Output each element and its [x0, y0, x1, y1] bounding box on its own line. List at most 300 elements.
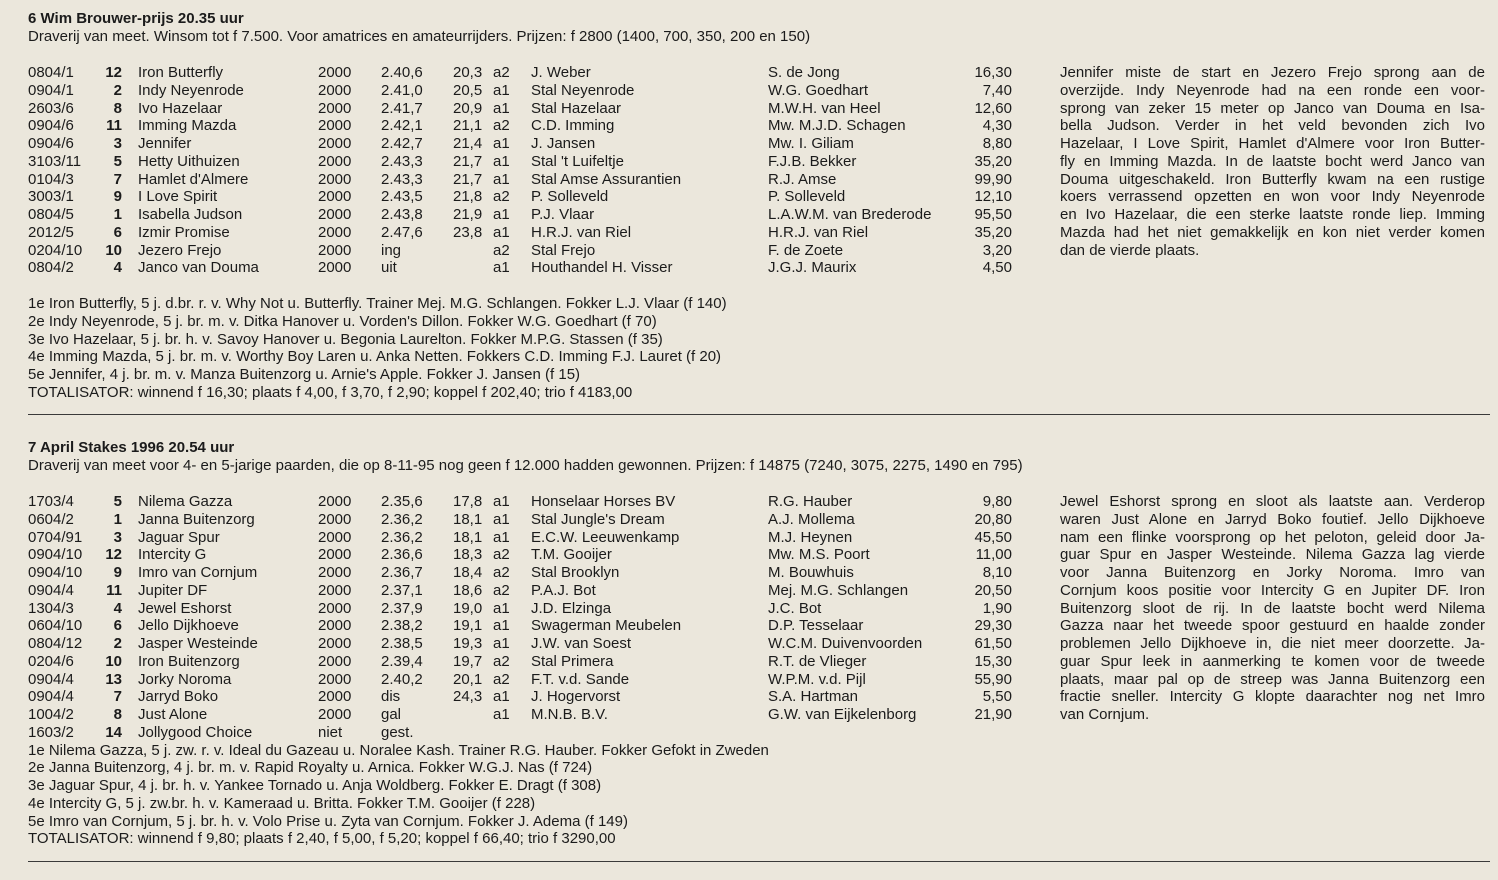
cell-dist: 2000	[318, 652, 352, 670]
cell-time: 2.41,0	[381, 81, 423, 99]
cell-time: uit	[381, 259, 397, 277]
cell-dist: 2000	[318, 241, 352, 259]
cell-code: 2603/6	[28, 99, 74, 117]
cell-km: 18,4	[453, 564, 483, 581]
cell-driver: H.R.J. van Riel	[768, 223, 869, 241]
commentary-line: overzijde. Indy Neyenrode had na een ronde een voor-	[1060, 81, 1485, 99]
cell-km: 19,3	[453, 635, 483, 652]
cell-dist: 2000	[318, 581, 352, 599]
cell-km: 21,8	[453, 188, 483, 206]
cell-horse: Jupiter DF	[138, 581, 208, 599]
cell-dist: 2000	[318, 670, 352, 688]
cell-code: 0904/4	[28, 688, 74, 706]
cell-code: 1703/4	[28, 493, 74, 510]
cell-code: 0204/6	[28, 652, 74, 670]
cell-odds: 11,00	[975, 546, 1012, 564]
cell-odds: 4,50	[982, 259, 1012, 277]
race-title: 6 Wim Brouwer-prijs 20.35 uur	[28, 10, 244, 27]
cell-driver: Mw. M.S. Poort	[768, 546, 870, 564]
cell-dist: 2000	[318, 188, 352, 206]
cell-horse: Just Alone	[138, 706, 208, 723]
cell-cls: a2	[493, 117, 510, 135]
cell-code: 0104/3	[28, 170, 74, 188]
cell-time: 2.42,1	[381, 117, 423, 135]
cell-odds: 20,80	[974, 510, 1012, 528]
cell-cls: a1	[493, 223, 510, 241]
cell-code: 3103/11	[28, 152, 82, 170]
cell-driver: R.J. Amse	[768, 170, 837, 188]
cell-owner: H.R.J. van Riel	[531, 223, 632, 241]
cell-owner: P.J. Vlaar	[531, 206, 595, 223]
cell-driver: R.G. Hauber	[768, 493, 853, 510]
cell-cls: a2	[493, 564, 510, 581]
cell-driver: J.C. Bot	[768, 599, 822, 617]
cell-code: 0904/4	[28, 581, 74, 599]
cell-time: gal	[381, 706, 402, 723]
placing-detail-line: 2e Indy Neyenrode, 5 j. br. m. v. Ditka Hanover u. Vorden's Dillon. Fokker W.G. Goedhart (f 70)	[28, 312, 657, 330]
cell-driver: L.A.W.M. van Brederode	[768, 206, 932, 223]
cell-horse: Jasper Westeinde	[138, 635, 258, 652]
cell-dist: 2000	[318, 706, 352, 723]
cell-km: 21,1	[453, 117, 483, 135]
commentary-line: bella Judson. Verder in het veld bevonden zich Ivo	[1060, 117, 1485, 135]
cell-num: 12	[105, 64, 122, 81]
cell-driver: Mw. M.J.D. Schagen	[768, 117, 906, 135]
cell-odds: 9,80	[982, 493, 1012, 510]
race-title: 7 April Stakes 1996 20.54 uur	[28, 439, 235, 456]
cell-horse: Indy Neyenrode	[138, 81, 244, 99]
cell-time: 2.38,5	[381, 635, 423, 652]
cell-dist: 2000	[318, 135, 352, 152]
cell-time: 2.43,5	[381, 188, 423, 206]
section-divider	[28, 861, 1490, 862]
cell-time: 2.43,3	[381, 152, 423, 170]
cell-odds: 8,10	[982, 564, 1012, 581]
cell-horse: Isabella Judson	[138, 206, 243, 223]
cell-num: 10	[105, 241, 122, 259]
result-row	[28, 259, 1490, 277]
cell-num: 9	[113, 188, 122, 206]
commentary-line: dan de vierde plaats.	[1060, 241, 1200, 259]
cell-time: 2.38,2	[381, 617, 423, 635]
cell-dist: 2000	[318, 117, 352, 135]
cell-horse: Jezero Frejo	[138, 241, 222, 259]
cell-time: 2.37,1	[381, 581, 423, 599]
cell-owner: J. Jansen	[531, 135, 596, 152]
placing-detail-line: 4e Imming Mazda, 5 j. br. m. v. Worthy Boy Laren u. Anka Netten. Fokkers C.D. Imming F.J. Lauret (f 20)	[28, 348, 722, 366]
commentary-line: Hazelaar, I Love Spirit, Hamlet d'Almere voor Iron Butter-	[1060, 135, 1485, 152]
cell-cls: a1	[493, 152, 510, 170]
cell-horse: Jennifer	[138, 135, 192, 152]
cell-dist: 2000	[318, 206, 352, 223]
cell-driver: W.C.M. Duivenvoorden	[768, 635, 923, 652]
placing-detail-line: 2e Janna Buitenzorg, 4 j. br. m. v. Rapid Royalty u. Arnica. Fokker W.G.J. Nas (f 724)	[28, 759, 593, 777]
cell-odds: 35,20	[974, 223, 1012, 241]
cell-num: 10	[105, 652, 122, 670]
cell-odds: 95,50	[974, 206, 1012, 223]
commentary-line: guar Spur en Jasper Westeinde. Nilema Gazza lag vierde	[1060, 546, 1485, 564]
cell-cls: a1	[493, 510, 510, 528]
cell-owner: J. Hogervorst	[531, 688, 621, 706]
cell-num: 8	[113, 99, 122, 117]
cell-horse: Janna Buitenzorg	[138, 510, 255, 528]
cell-cls: a1	[493, 259, 510, 277]
cell-odds: 15,30	[974, 652, 1012, 670]
cell-cls: a1	[493, 688, 510, 706]
cell-horse: Izmir Promise	[138, 223, 230, 241]
cell-horse: Intercity G	[138, 546, 207, 564]
placing-detail-line: 3e Jaguar Spur, 4 j. br. h. v. Yankee Tornado u. Anja Woldberg. Fokker E. Dragt (f 308)	[28, 777, 602, 794]
commentary-line: Buitenzorg sloot de rij. In de laatste bocht werd Nilema	[1060, 599, 1485, 617]
cell-cls: a2	[493, 581, 510, 599]
cell-horse: Jaguar Spur	[138, 528, 220, 546]
cell-code: 1004/2	[28, 706, 74, 723]
cell-dist: 2000	[318, 617, 352, 635]
cell-cls: a1	[493, 528, 510, 546]
cell-dist: 2000	[318, 152, 352, 170]
cell-owner: J.D. Elzinga	[531, 599, 612, 617]
cell-km: 24,3	[453, 688, 483, 706]
cell-owner: J.W. van Soest	[531, 635, 632, 652]
cell-num: 4	[113, 259, 122, 277]
cell-num: 2	[113, 81, 122, 99]
cell-dist: 2000	[318, 64, 352, 81]
cell-horse: Jorky Noroma	[138, 670, 232, 688]
cell-owner: Stal 't Luifeltje	[531, 152, 624, 170]
cell-dist: 2000	[318, 81, 352, 99]
placing-detail-line: 5e Imro van Cornjum, 5 j. br. h. v. Volo Prise u. Zyta van Cornjum. Fokker J. Adema (f 149)	[28, 812, 628, 830]
cell-num: 1	[113, 206, 122, 223]
cell-horse: Jollygood Choice	[138, 723, 253, 741]
cell-dist: 2000	[318, 688, 352, 706]
cell-odds: 12,10	[974, 188, 1012, 206]
placing-detail-line: 1e Iron Butterfly, 5 j. d.br. r. v. Why Not u. Butterfly. Trainer Mej. M.G. Schlangen. Fokker L.J. Vlaar (f 140)	[28, 295, 727, 312]
cell-driver: Mw. I. Giliam	[768, 135, 854, 152]
cell-cls: a1	[493, 170, 510, 188]
race-section-6	[28, 10, 1490, 402]
cell-horse: Iron Butterfly	[138, 64, 224, 81]
commentary-line: Jewel Eshorst sprong en sloot als laatste aan. Verderop	[1060, 493, 1485, 510]
cell-owner: T.M. Gooijer	[531, 546, 612, 564]
cell-km: 19,0	[453, 599, 483, 617]
cell-cls: a1	[493, 81, 510, 99]
cell-driver: A.J. Mollema	[768, 510, 855, 528]
cell-odds: 61,50	[974, 635, 1012, 652]
commentary-line: guar Spur leek in aanmerking te komen voor de tweede	[1060, 652, 1485, 670]
cell-cls: a1	[493, 706, 510, 723]
cell-num: 6	[113, 223, 122, 241]
cell-owner: Stal Brooklyn	[531, 564, 620, 581]
cell-driver: F.J.B. Bekker	[768, 152, 857, 170]
cell-cls: a2	[493, 546, 510, 564]
cell-km: 21,4	[453, 135, 483, 152]
cell-code: 0904/6	[28, 117, 74, 135]
cell-driver: M. Bouwhuis	[768, 564, 854, 581]
cell-code: 0904/4	[28, 670, 74, 688]
cell-time: 2.43,3	[381, 170, 423, 188]
cell-code: 0604/10	[28, 617, 83, 635]
cell-num: 13	[105, 670, 122, 688]
cell-driver: J.G.J. Maurix	[768, 259, 857, 277]
cell-odds: 55,90	[974, 670, 1012, 688]
cell-num: 3	[113, 135, 122, 152]
cell-code: 2012/5	[28, 223, 74, 241]
cell-code: 0704/91	[28, 528, 83, 546]
cell-cls: a1	[493, 135, 510, 152]
cell-owner: Stal Amse Assurantien	[531, 170, 682, 188]
cell-time: 2.47,6	[381, 223, 423, 241]
commentary-line: Jennifer miste de start en Jezero Frejo sprong aan de	[1060, 64, 1485, 81]
cell-code: 0804/2	[28, 259, 74, 277]
cell-km: 21,7	[453, 170, 483, 188]
cell-km: 17,8	[453, 493, 483, 510]
cell-owner: Honselaar Horses BV	[531, 493, 676, 510]
cell-num: 5	[113, 152, 122, 170]
cell-cls: a1	[493, 635, 510, 652]
cell-cls: a1	[493, 493, 510, 510]
commentary-line: Gazza naar het tweede spoor gestuurd en haalde zonder	[1060, 617, 1485, 635]
cell-odds: 8,80	[982, 135, 1012, 152]
cell-time: 2.36,6	[381, 546, 423, 564]
placing-detail-line: 4e Intercity G, 5 j. zw.br. h. v. Kameraad u. Britta. Fokker T.M. Gooijer (f 228)	[28, 794, 536, 812]
cell-owner: Swagerman Meubelen	[531, 617, 682, 635]
cell-driver: F. de Zoete	[768, 241, 844, 259]
cell-code: 0904/6	[28, 135, 74, 152]
cell-dist: 2000	[318, 223, 352, 241]
commentary-line: sprong van zeker 15 meter op Janco van Douma en Isa-	[1060, 99, 1485, 117]
cell-odds: 12,60	[974, 99, 1012, 117]
cell-code: 0604/2	[28, 510, 74, 528]
cell-driver: G.W. van Eijkelenborg	[768, 706, 917, 723]
cell-odds: 1,90	[982, 599, 1012, 617]
cell-num: 4	[113, 599, 122, 617]
cell-owner: Stal Primera	[531, 652, 614, 670]
commentary-line: en Ivo Hazelaar, die een sterke laatste ronde liep. Imming	[1060, 206, 1485, 223]
cell-odds: 4,30	[982, 117, 1012, 135]
cell-cls: a2	[493, 670, 510, 688]
cell-driver: M.W.H. van Heel	[768, 99, 881, 117]
commentary-line: plaats, maar pal op de streep was Janna Buitenzorg een	[1060, 670, 1485, 688]
cell-num: 1	[113, 510, 122, 528]
cell-cls: a1	[493, 99, 510, 117]
cell-km: 18,6	[453, 581, 483, 599]
cell-odds: 3,20	[982, 241, 1012, 259]
cell-horse: Jewel Eshorst	[138, 599, 232, 617]
cell-num: 9	[113, 564, 122, 581]
cell-odds: 21,90	[974, 706, 1012, 723]
cell-horse: Janco van Douma	[138, 259, 259, 277]
cell-num: 6	[113, 617, 122, 635]
cell-time: gest.	[381, 723, 414, 741]
cell-horse: Hetty Uithuizen	[138, 152, 240, 170]
cell-num: 2	[113, 635, 122, 652]
cell-time: 2.36,2	[381, 510, 423, 528]
cell-horse: Ivo Hazelaar	[138, 99, 223, 117]
commentary-line: problemen Jello Dijkhoeve in, die niet meer doorzette. Ja-	[1060, 635, 1485, 652]
section-divider	[28, 414, 1490, 415]
cell-time: ing	[381, 241, 402, 259]
cell-time: 2.36,2	[381, 528, 423, 546]
cell-cls: a2	[493, 652, 510, 670]
cell-driver: R.T. de Vlieger	[768, 652, 867, 670]
cell-time: 2.37,9	[381, 599, 423, 617]
cell-num: 5	[113, 493, 122, 510]
cell-code: 0904/10	[28, 564, 83, 581]
cell-owner: Stal Jungle's Dream	[531, 510, 665, 528]
cell-owner: Houthandel H. Visser	[531, 259, 673, 277]
cell-km: 18,3	[453, 546, 483, 564]
cell-horse: Jello Dijkhoeve	[138, 617, 239, 635]
cell-num: 7	[113, 170, 122, 188]
cell-cls: a2	[493, 241, 510, 259]
cell-dist: 2000	[318, 599, 352, 617]
cell-horse: Iron Buitenzorg	[138, 652, 240, 670]
cell-time: 2.42,7	[381, 135, 423, 152]
cell-num: 11	[106, 581, 122, 599]
cell-odds: 29,30	[974, 617, 1012, 635]
cell-km: 21,7	[453, 152, 483, 170]
cell-dist: 2000	[318, 493, 352, 510]
commentary-line: Mazda had het niet gemakkelijk en kon niet verder komen	[1060, 223, 1485, 241]
cell-km: 20,5	[453, 81, 483, 99]
cell-time: 2.43,8	[381, 206, 423, 223]
totalisator-line: TOTALISATOR: winnend f 9,80; plaats f 2,40, f 5,00, f 5,20; koppel f 66,40; trio f 3290,00	[28, 830, 616, 848]
cell-odds: 35,20	[974, 152, 1012, 170]
cell-owner: P. Solleveld	[531, 188, 609, 206]
cell-time: 2.36,7	[381, 564, 423, 581]
cell-km: 19,7	[453, 652, 483, 670]
cell-dist: 2000	[318, 528, 352, 546]
cell-horse: Jarryd Boko	[138, 688, 219, 706]
cell-num: 14	[105, 723, 122, 741]
cell-dist: 2000	[318, 635, 352, 652]
cell-dist: 2000	[318, 170, 352, 188]
cell-owner: P.A.J. Bot	[531, 581, 596, 599]
cell-km: 21,9	[453, 206, 483, 223]
commentary-line: koers verrassend opzetten en won voor Indy Neyenrode	[1060, 188, 1485, 206]
cell-driver: W.G. Goedhart	[768, 81, 869, 99]
cell-time: 2.40,6	[381, 64, 423, 81]
cell-num: 3	[113, 528, 122, 546]
commentary-line: Douma uitgeschakeld. Iron Butterfly kwam na een rustige	[1060, 170, 1485, 188]
cell-time: dis	[381, 688, 401, 706]
cell-owner: M.N.B. B.V.	[531, 706, 608, 723]
cell-driver: W.P.M. v.d. Pijl	[768, 670, 866, 688]
cell-km: 19,1	[453, 617, 483, 635]
placing-detail-line: 5e Jennifer, 4 j. br. m. v. Manza Buitenzorg u. Arnie's Apple. Fokker J. Jansen (f 15)	[28, 366, 581, 383]
race-commentary	[1060, 64, 1485, 259]
commentary-line: waren Just Alone en Jarryd Boko foutief. Jello Dijkhoeve	[1060, 510, 1485, 528]
cell-num: 11	[106, 117, 122, 135]
cell-code: 3003/1	[28, 188, 74, 206]
cell-time: 2.41,7	[381, 99, 423, 117]
cell-time: 2.35,6	[381, 493, 423, 510]
cell-horse: Nilema Gazza	[138, 493, 233, 510]
cell-km: 18,1	[453, 510, 483, 528]
cell-code: 0204/10	[28, 241, 83, 259]
cell-km: 18,1	[453, 528, 483, 546]
cell-km: 23,8	[453, 223, 483, 241]
cell-num: 12	[105, 546, 122, 564]
race-details	[28, 742, 1490, 849]
commentary-line: fly en Imming Mazda. In de laatste bocht werd Janco van	[1060, 152, 1485, 170]
cell-odds: 5,50	[982, 688, 1012, 706]
cell-owner: E.C.W. Leeuwenkamp	[531, 528, 680, 546]
cell-cls: a1	[493, 617, 510, 635]
cell-code: 0904/1	[28, 81, 74, 99]
cell-dist: 2000	[318, 99, 352, 117]
cell-time: 2.39,4	[381, 652, 423, 670]
cell-horse: Imro van Cornjum	[138, 564, 258, 581]
cell-odds: 20,50	[974, 581, 1012, 599]
race-description: Draverij van meet. Winsom tot f 7.500. Voor amatrices en amateurrijders. Prijzen: f 2800 (1400, 700, 350, 200 en 150)	[28, 28, 811, 45]
cell-code: 0804/1	[28, 64, 74, 81]
cell-cls: a1	[493, 206, 510, 223]
cell-dist: niet	[318, 723, 343, 741]
cell-odds: 99,90	[974, 170, 1012, 188]
cell-cls: a2	[493, 64, 510, 81]
totalisator-line: TOTALISATOR: winnend f 16,30; plaats f 4,00, f 3,70, f 2,90; koppel f 202,40; trio f 4183,00	[28, 383, 633, 401]
cell-km: 20,9	[453, 99, 483, 117]
cell-odds: 16,30	[974, 64, 1012, 81]
cell-horse: Imming Mazda	[138, 117, 237, 135]
cell-odds: 7,40	[982, 81, 1012, 99]
cell-driver: D.P. Tesselaar	[768, 617, 864, 635]
cell-owner: C.D. Imming	[531, 117, 615, 135]
commentary-line: nam een flinke voorsprong op het peloton, geleid door Ja-	[1060, 528, 1485, 546]
cell-dist: 2000	[318, 546, 352, 564]
race-section-7	[28, 439, 1490, 848]
result-row	[28, 724, 1490, 742]
cell-owner: Stal Frejo	[531, 241, 596, 259]
cell-driver: P. Solleveld	[768, 188, 846, 206]
cell-km: 20,3	[453, 64, 483, 81]
cell-driver: S.A. Hartman	[768, 688, 859, 706]
cell-time: 2.40,2	[381, 670, 423, 688]
cell-cls: a1	[493, 599, 510, 617]
race-details	[28, 295, 1490, 402]
cell-dist: 2000	[318, 259, 352, 277]
placing-detail-line: 1e Nilema Gazza, 5 j. zw. r. v. Ideal du Gazeau u. Noralee Kash. Trainer R.G. Hauber. Fokker Gefokt in Zweden	[28, 741, 769, 759]
cell-horse: I Love Spirit	[138, 188, 218, 206]
cell-driver: M.J. Heynen	[768, 528, 853, 546]
cell-driver: S. de Jong	[768, 64, 840, 81]
cell-code: 1603/2	[28, 723, 74, 741]
commentary-line: fractie sneller. Intercity G klopte daarachter nog net Imro	[1060, 688, 1485, 706]
cell-code: 0804/5	[28, 206, 74, 223]
cell-driver: Mej. M.G. Schlangen	[768, 581, 909, 599]
cell-code: 0904/10	[28, 546, 83, 564]
cell-dist: 2000	[318, 564, 352, 581]
cell-dist: 2000	[318, 510, 352, 528]
cell-owner: Stal Neyenrode	[531, 81, 635, 99]
cell-owner: J. Weber	[531, 64, 591, 81]
commentary-line: Cornjum koos positie voor Intercity G en Jupiter DF. Iron	[1060, 581, 1485, 599]
placing-detail-line: 3e Ivo Hazelaar, 5 j. br. h. v. Savoy Hanover u. Begonia Laurelton. Fokker M.P.G. Stassen (f 35)	[28, 330, 663, 348]
cell-odds: 45,50	[974, 528, 1012, 546]
race-description: Draverij van meet voor 4- en 5-jarige paarden, die op 8-11-95 nog geen f 12.000 hadden gewonnen. Prijzen: f 14875 (7240, 3075, 2275, 1490 en 795)	[28, 457, 1023, 474]
cell-code: 0804/12	[28, 635, 83, 652]
cell-owner: Stal Hazelaar	[531, 99, 622, 117]
commentary-line: voor Janna Buitenzorg en Jorky Noroma. Imro van	[1060, 564, 1485, 581]
cell-num: 8	[113, 706, 122, 723]
cell-num: 7	[113, 688, 122, 706]
cell-code: 1304/3	[28, 599, 74, 617]
commentary-line: van Cornjum.	[1060, 706, 1150, 723]
cell-cls: a2	[493, 188, 510, 206]
race-commentary	[1060, 493, 1485, 724]
cell-horse: Hamlet d'Almere	[138, 170, 249, 188]
